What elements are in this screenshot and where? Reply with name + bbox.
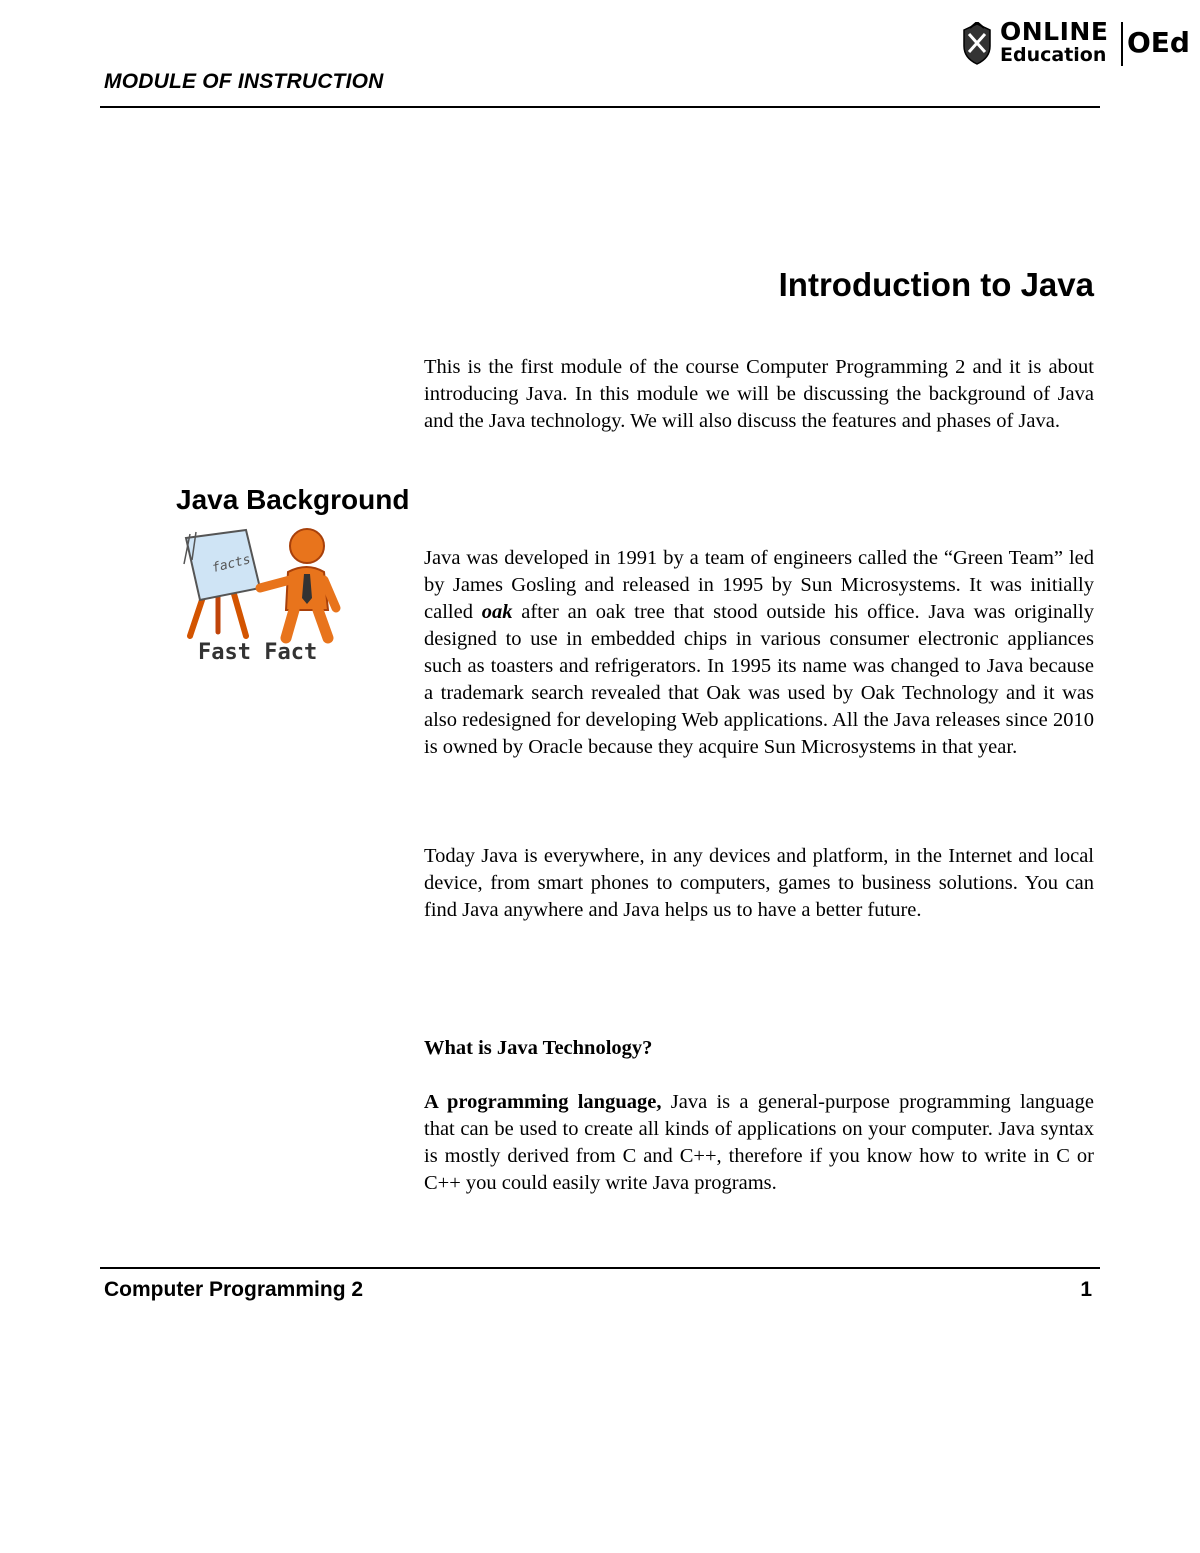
logo-separator bbox=[1121, 22, 1123, 66]
oak-emphasis: oak bbox=[481, 601, 513, 623]
background-paragraph-1 bbox=[424, 545, 1094, 761]
background-text-part-2: after an oak tree that stood outside his office. Java was originally designed to use in embedded chips in various consumer electronic appliances such as toasters and refrigerators. In 1995 its name was changed to Java because a trademark search revealed that Oak was used by Oak Technology and it was also redesigned for developing Web applications. All the Java releases since 2010 is owned by Oracle because they acquire Sun Microsystems in that year. bbox=[424, 601, 1094, 758]
logo-word-education: Education bbox=[1000, 44, 1107, 66]
crest-icon bbox=[960, 22, 994, 66]
footer-rule bbox=[100, 1267, 1100, 1269]
programming-language-term: A programming language, bbox=[424, 1091, 662, 1113]
programming-language-paragraph bbox=[424, 1089, 1094, 1197]
page-title: Introduction to Java bbox=[778, 266, 1094, 303]
background-text-part-1: Java was developed in 1991 by a team of engineers called the “Green Team” led by James Gosling and released in 1995 by Sun Microsystems. It was initially called bbox=[424, 547, 1094, 623]
section-heading-java-background: Java Background bbox=[176, 484, 410, 515]
header-rule bbox=[100, 106, 1100, 108]
intro-paragraph: This is the first module of the course Computer Programming 2 and it is about introducing Java. In this module we will be discussing the background of Java and the Java technology. We will also discuss the features and phases of Java. bbox=[424, 356, 1094, 432]
fast-fact-caption: Fast Fact bbox=[198, 640, 318, 665]
footer-course-name: Computer Programming 2 bbox=[104, 1278, 364, 1301]
background-paragraph-2: Today Java is everywhere, in any devices and platform, in the Internet and local device, from smart phones to computers, games to business solutions. You can find Java anywhere and Java helps us to have a better future. bbox=[424, 845, 1094, 921]
logo-word-online: ONLINE bbox=[1000, 17, 1109, 46]
footer-page-number: 1 bbox=[1080, 1278, 1092, 1301]
programming-language-text: Java is a general-purpose programming language that can be used to create all kinds of applications on your computer. Java syntax is mostly derived from C and C++, therefore if you know how to write in C or C++ you could easily write Java programs. bbox=[424, 1091, 1095, 1194]
online-education-logo bbox=[960, 18, 1192, 70]
easel-board-text: facts bbox=[210, 552, 253, 577]
logo-word-oed: OEd bbox=[1127, 26, 1190, 59]
fast-fact-illustration bbox=[176, 524, 346, 674]
module-label: MODULE OF INSTRUCTION bbox=[104, 70, 384, 93]
java-technology-heading: What is Java Technology? bbox=[424, 1037, 653, 1059]
